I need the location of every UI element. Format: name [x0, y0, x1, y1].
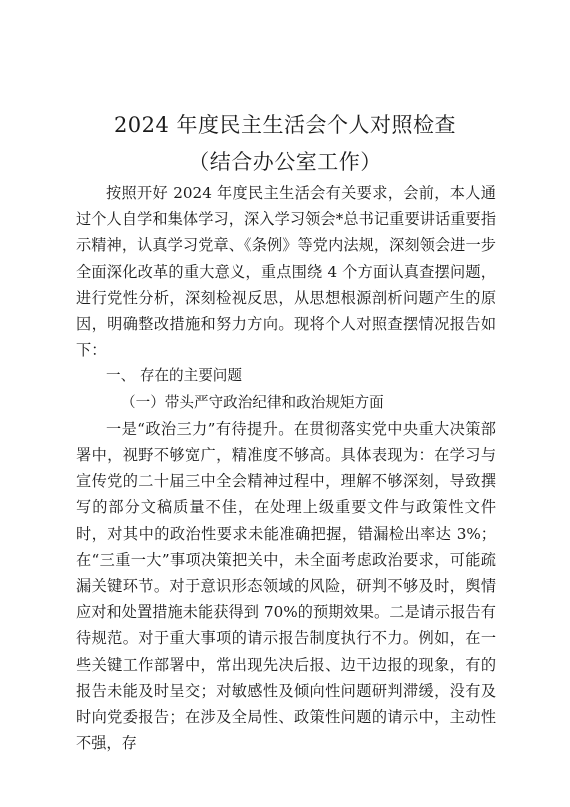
document-title: 2024 年度民主生活会个人对照检查 [113, 113, 457, 137]
document-body [76, 180, 496, 756]
document-subtitle: （结合办公室工作） [188, 150, 382, 174]
subsection-heading: （一）带头严守政治纪律和政治规矩方面 [121, 393, 384, 411]
body-paragraph: 一是“政治三力”有待提升。在贯彻落实党中央重大决策部署中，视野不够宽广，精准度不够高。具体表现为：在学习与宣传党的二十届三中全会精神过程中，理解不够深刻，导致撰写的部分文稿质量不佳，在处理上级重要文件与政策性文件时，对其中的政治性要求未能准确把握，错漏检出率达 3%；在“三重一大”事项决策把关中，未全面考虑政治要求，可能疏漏关键环节。对于意识形态领域的风险，研判不够及时，舆情应对和处置措施未能获得到 70%的预期效果。二是请示报告有待规范。对于重大事项的请示报告制度执行不力。例如，在一些关键工作部署中，常出现先决后报、边干边报的现象，有的报告未能及时呈交；对敏感性及倾向性问题研判滞缓，没有及时向党委报告；在涉及全局性、政策性问题的请示中，主动性不强，存 [76, 419, 496, 753]
section-heading: 一、 存在的主要问题 [106, 367, 242, 385]
intro-paragraph: 按照开好 2024 年度民主生活会有关要求，会前，本人通过个人自学和集体学习，深入学习领会*总书记重要讲话重要指示精神，认真学习党章、《条例》等党内法规，深刻领会进一步全面深化改革的重大意义，重点围绕 4 个方面认真查摆问题，进行党性分析，深刻检视反思，从思想根源剖析问题产生的原因，明确整改措施和努力方向。现将个人对照查摆情况报告如下： [76, 184, 496, 360]
